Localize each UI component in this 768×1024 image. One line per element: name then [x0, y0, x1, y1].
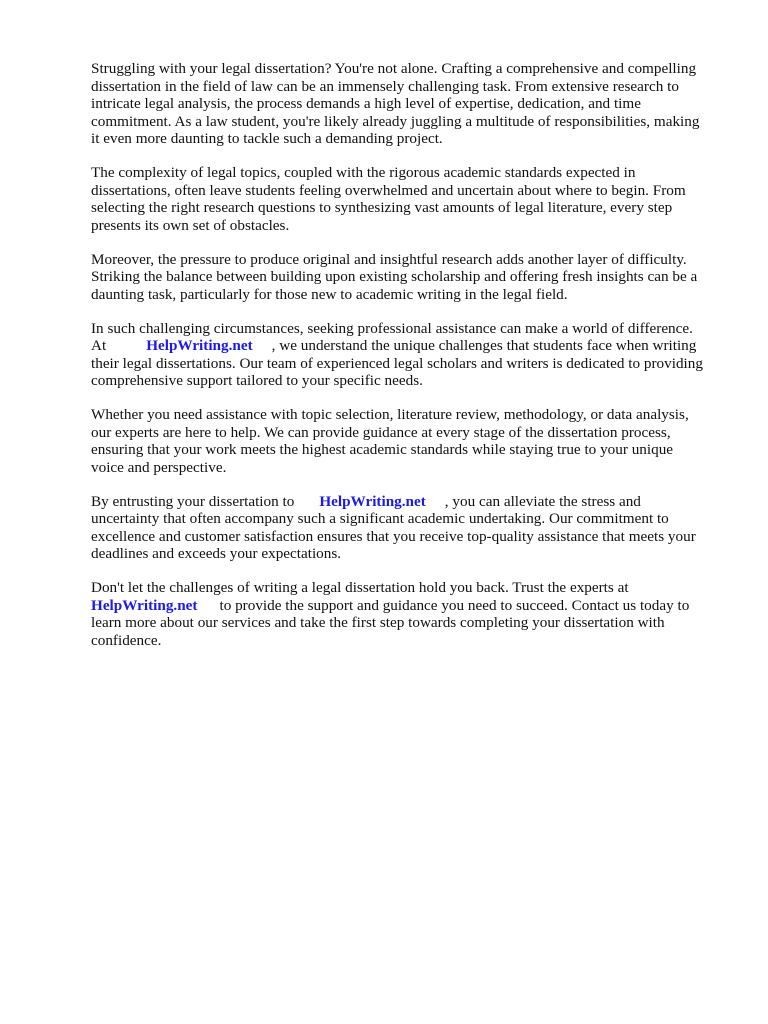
text-line	[91, 597, 727, 615]
text-line: Struggling with your legal dissertation? You're not alone. Crafting a comprehensive and compelling	[91, 60, 697, 77]
text-line: commitment. As a law student, you're likely already juggling a multitude of responsibilities, making	[91, 112, 700, 130]
line-prefix: By entrusting your dissertation to	[91, 492, 295, 510]
line-suffix: to provide the support and guidance you need to succeed. Contact us today to	[219, 596, 690, 614]
text-line: Moreover, the pressure to produce original and insightful research adds another layer of difficulty.	[91, 250, 687, 268]
helpwriting-link[interactable]: HelpWriting.net	[319, 492, 426, 510]
text-line: The complexity of legal topics, coupled with the rigorous academic standards expected in	[91, 164, 636, 181]
line-prefix: At	[91, 337, 107, 354]
paragraph-intro	[91, 60, 727, 148]
paragraph-pressure	[91, 251, 727, 304]
text-line: dissertations, often leave students feeling overwhelmed and uncertain about where to begin. From	[91, 181, 686, 199]
text-line: intricate legal analysis, the process demands a high level of expertise, dedication, and time	[91, 95, 641, 112]
line-suffix: , you can alleviate the stress and	[444, 492, 641, 510]
paragraph-experts	[91, 406, 727, 476]
helpwriting-link[interactable]: HelpWriting.net	[146, 337, 253, 354]
text-line: learn more about our services and take the first step towards completing your dissertation with	[91, 614, 665, 631]
paragraph-entrusting	[91, 493, 727, 563]
text-line: presents its own set of obstacles.	[91, 216, 290, 234]
text-line: their legal dissertations. Our team of experienced legal scholars and writers is dedicated to providing	[91, 354, 703, 372]
text-line: Whether you need assistance with topic selection, literature review, methodology, or data analysis,	[91, 406, 689, 423]
text-line: ensuring that your work meets the highest academic standards while staying true to your unique	[91, 441, 674, 458]
text-line	[91, 337, 727, 355]
helpwriting-link[interactable]: HelpWriting.net	[91, 596, 198, 614]
text-line: confidence.	[91, 631, 162, 649]
text-line: daunting task, particularly for those new to academic writing in the legal field.	[91, 285, 568, 303]
text-line: selecting the right research questions to synthesizing vast amounts of legal literature, every step	[91, 199, 673, 216]
text-line: In such challenging circumstances, seeking professional assistance can make a world of difference.	[91, 319, 693, 337]
text-line: deadlines and exceeds your expectations.	[91, 545, 342, 562]
text-line: dissertation in the field of law can be an immensely challenging task. From extensive research to	[91, 77, 679, 95]
document-body	[91, 60, 727, 666]
paragraph-complexity	[91, 164, 727, 234]
line-suffix: , we understand the unique challenges that students face when writing	[271, 337, 697, 354]
text-line: it even more daunting to tackle such a demanding project.	[91, 130, 443, 147]
paragraph-assistance	[91, 320, 727, 390]
text-line: our experts are here to help. We can provide guidance at every stage of the dissertation process,	[91, 423, 671, 441]
text-line: Don't let the challenges of writing a legal dissertation hold you back. Trust the experts at	[91, 579, 629, 596]
text-line	[91, 493, 727, 511]
text-line: excellence and customer satisfaction ensures that you receive top-quality assistance that meets your	[91, 527, 696, 545]
text-line: voice and perspective.	[91, 458, 227, 476]
text-line: uncertainty that often accompany such a significant academic undertaking. Our commitment to	[91, 510, 669, 527]
paragraph-cta	[91, 579, 727, 649]
text-line: comprehensive support tailored to your specific needs.	[91, 372, 423, 389]
text-line: Striking the balance between building upon existing scholarship and offering fresh insights can be a	[91, 268, 698, 285]
